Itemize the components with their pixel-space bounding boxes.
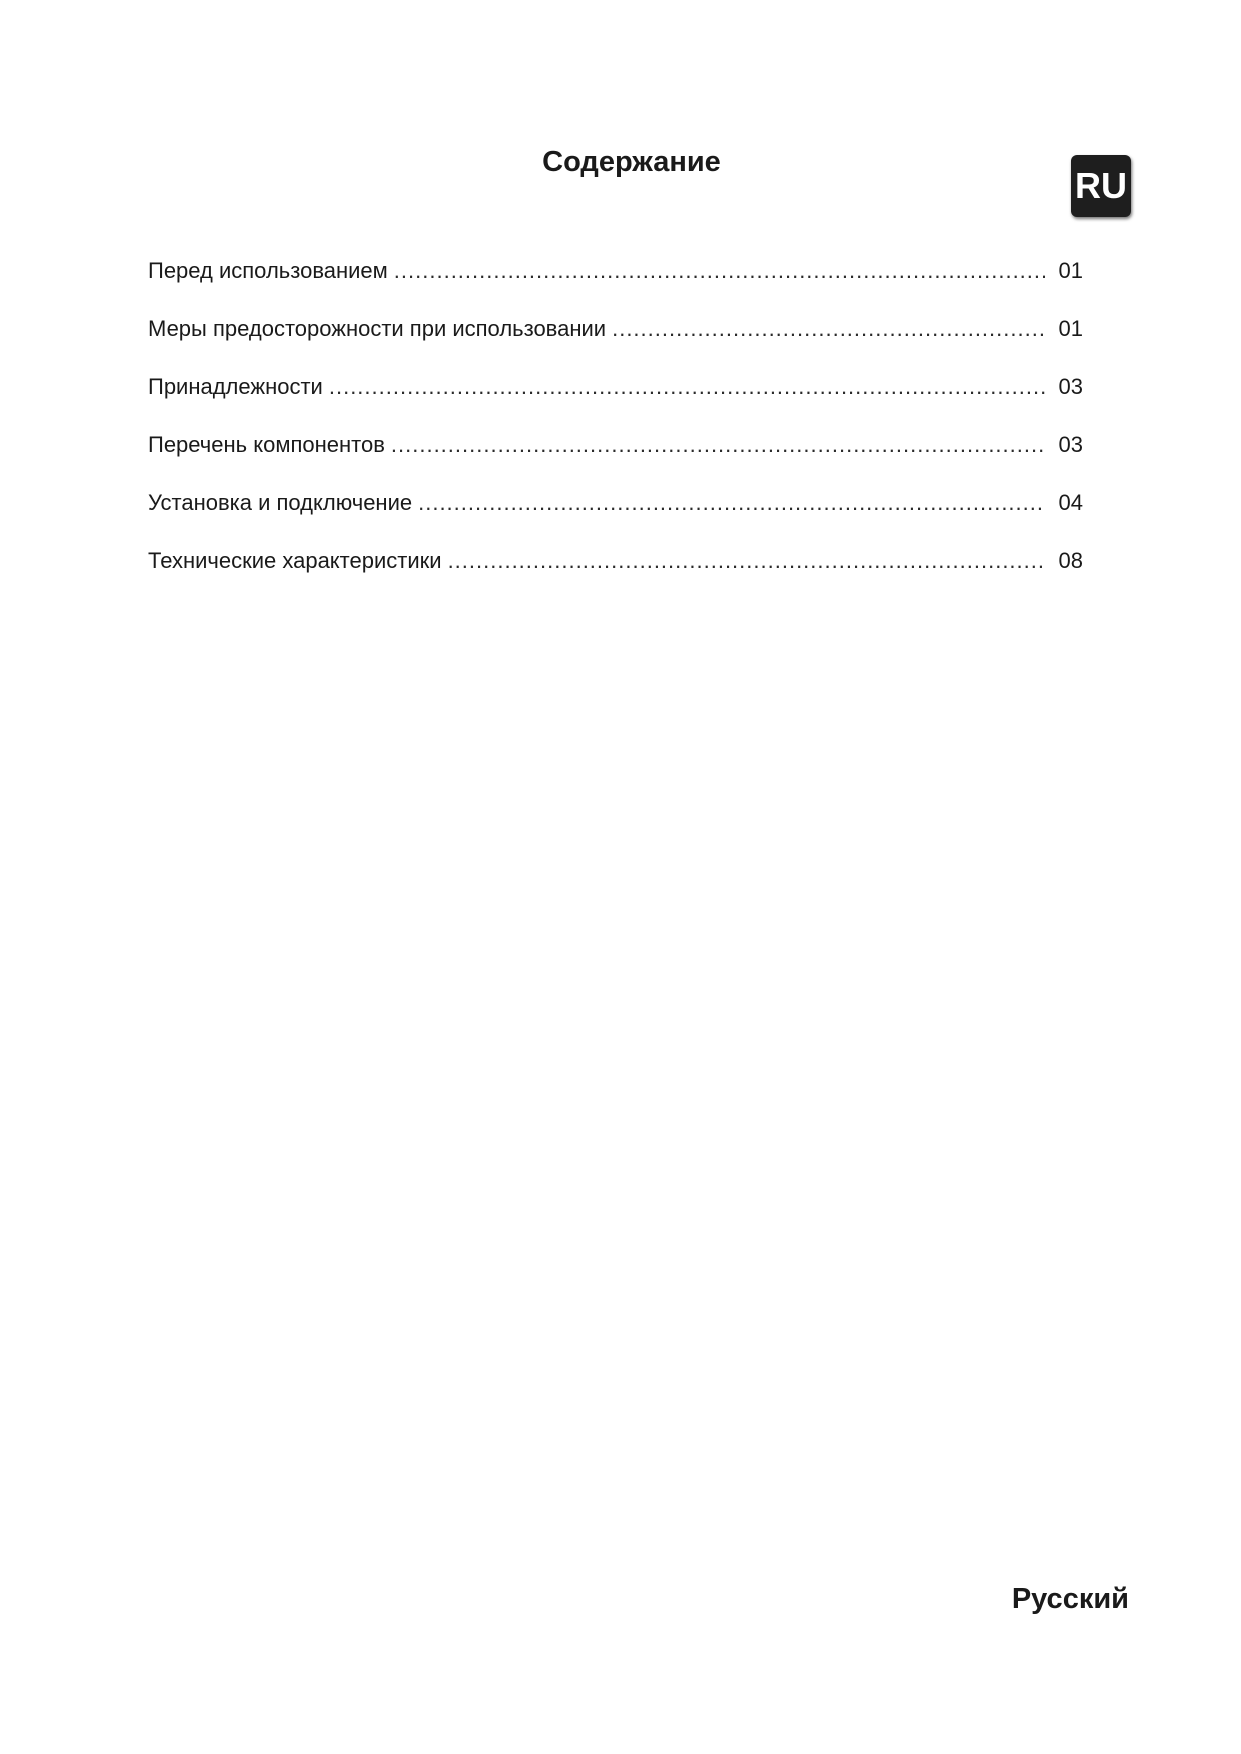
toc-entry-label: Перечень компонентов — [148, 432, 385, 457]
toc-entry-before-use[interactable] — [148, 255, 1083, 287]
toc-entry-specifications[interactable] — [148, 545, 1083, 577]
toc-entry-page: 01 — [1058, 258, 1083, 283]
dot-leader — [391, 429, 1045, 461]
toc-entry-components[interactable] — [148, 429, 1083, 461]
toc-entry-label: Перед использованием — [148, 258, 388, 283]
toc-entry-page: 04 — [1058, 490, 1083, 515]
dot-leader — [329, 371, 1045, 403]
dot-leader — [448, 545, 1045, 577]
toc-entry-installation[interactable] — [148, 487, 1083, 519]
toc-entry-page: 01 — [1058, 316, 1083, 341]
toc-entry-label: Принадлежности — [148, 374, 323, 399]
dot-leader — [612, 313, 1044, 345]
toc-entry-page: 08 — [1058, 548, 1083, 573]
toc-entry-accessories[interactable] — [148, 371, 1083, 403]
dot-leader — [394, 255, 1045, 287]
toc-entry-precautions[interactable] — [148, 313, 1083, 345]
dot-leader — [418, 487, 1044, 519]
toc-entry-page: 03 — [1058, 374, 1083, 399]
language-badge: RU — [1071, 155, 1131, 217]
toc-entry-page: 03 — [1058, 432, 1083, 457]
footer-language-label: Русский — [1011, 1583, 1129, 1615]
page-title: Содержание — [542, 146, 721, 178]
toc-entry-label: Установка и подключение — [148, 490, 413, 515]
toc-entry-label: Меры предосторожности при использовании — [148, 316, 607, 341]
toc-entry-label: Технические характеристики — [148, 548, 442, 573]
